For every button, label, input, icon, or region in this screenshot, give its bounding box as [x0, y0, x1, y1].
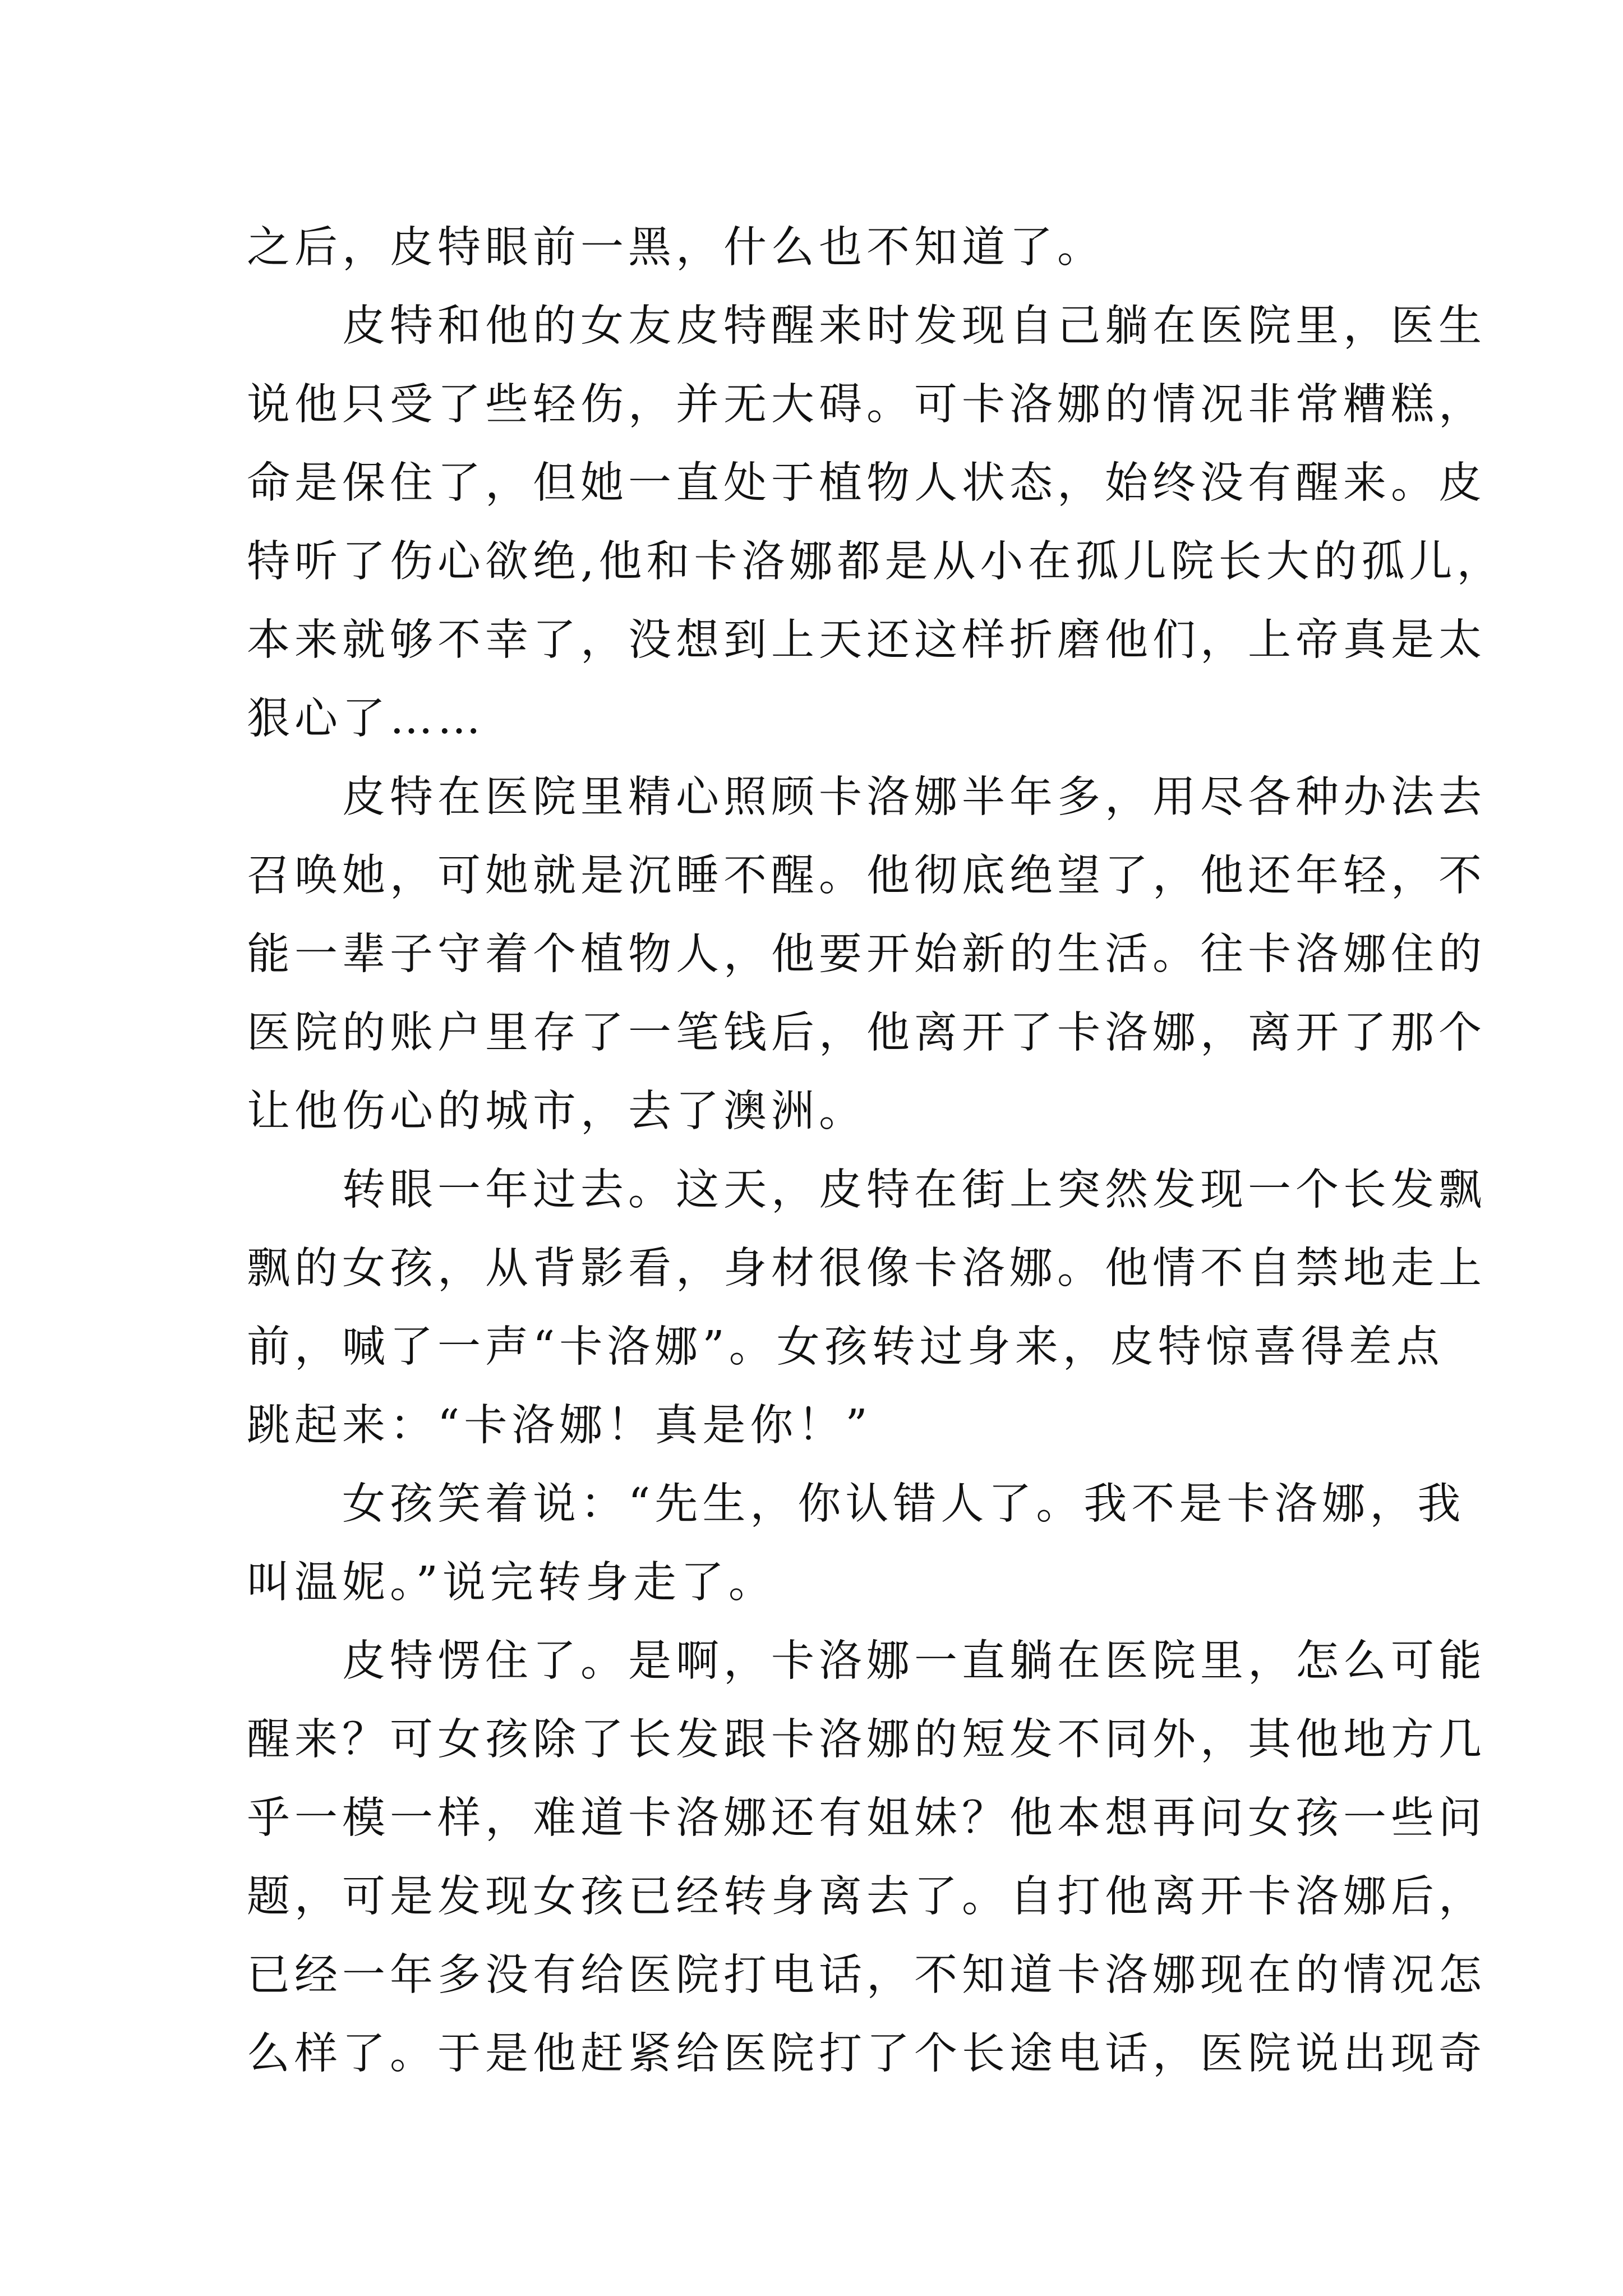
text-line: 转眼一年过去。这天，皮特在街上突然发现一个长发飘	[342, 1165, 1486, 1215]
text-line: 题，可是发现女孩已经转身离去了。自打他离开卡洛娜后，	[247, 1872, 1486, 1922]
text-line: 皮特和他的女友皮特醒来时发现自己躺在医院里，医生	[342, 301, 1486, 351]
text-line: 飘的女孩，从背影看，身材很像卡洛娜。他情不自禁地走上	[247, 1244, 1486, 1294]
text-line: 皮特愣住了。是啊，卡洛娜一直躺在医院里，怎么可能	[342, 1636, 1486, 1686]
text-line: 跳起来：“卡洛娜！真是你！”	[247, 1401, 872, 1451]
text-line: 召唤她，可她就是沉睡不醒。他彻底绝望了，他还年轻，不	[247, 851, 1486, 901]
text-line: 特听了伤心欲绝,他和卡洛娜都是从小在孤儿院长大的孤儿，	[247, 537, 1505, 587]
text-line: 皮特在医院里精心照顾卡洛娜半年多，用尽各种办法去	[342, 772, 1486, 822]
text-line: 狠心了……	[247, 694, 485, 744]
text-line: 醒来？可女孩除了长发跟卡洛娜的短发不同外，其他地方几	[247, 1715, 1486, 1765]
text-line: 已经一年多没有给医院打电话，不知道卡洛娜现在的情况怎	[247, 1950, 1486, 2000]
text-line: 能一辈子守着个植物人，他要开始新的生活。往卡洛娜住的	[247, 930, 1486, 979]
text-line: 医院的账户里存了一笔钱后，他离开了卡洛娜，离开了那个	[247, 1008, 1486, 1058]
text-line: 前，喊了一声“卡洛娜”。女孩转过身来，皮特惊喜得差点	[247, 1322, 1444, 1372]
text-line: 让他伤心的城市，去了澳洲。	[247, 1087, 866, 1137]
document-body	[247, 209, 1505, 2093]
text-line: 乎一模一样，难道卡洛娜还有姐妹？他本想再问女孩一些问	[247, 1793, 1486, 1843]
text-line: 命是保住了，但她一直处于植物人状态，始终没有醒来。皮	[247, 458, 1486, 508]
text-line: 叫温妮。”说完转身走了。	[247, 1558, 776, 1608]
text-line: 本来就够不幸了，没想到上天还这样折磨他们，上帝真是太	[247, 615, 1486, 665]
text-line: 之后，皮特眼前一黑，什么也不知道了。	[247, 223, 1105, 273]
text-line: 女孩笑着说：“先生，你认错人了。我不是卡洛娜，我	[342, 1479, 1465, 1529]
text-line: 么样了。于是他赶紧给医院打了个长途电话，医院说出现奇	[247, 2029, 1486, 2079]
text-line: 说他只受了些轻伤，并无大碍。可卡洛娜的情况非常糟糕，	[247, 380, 1486, 430]
